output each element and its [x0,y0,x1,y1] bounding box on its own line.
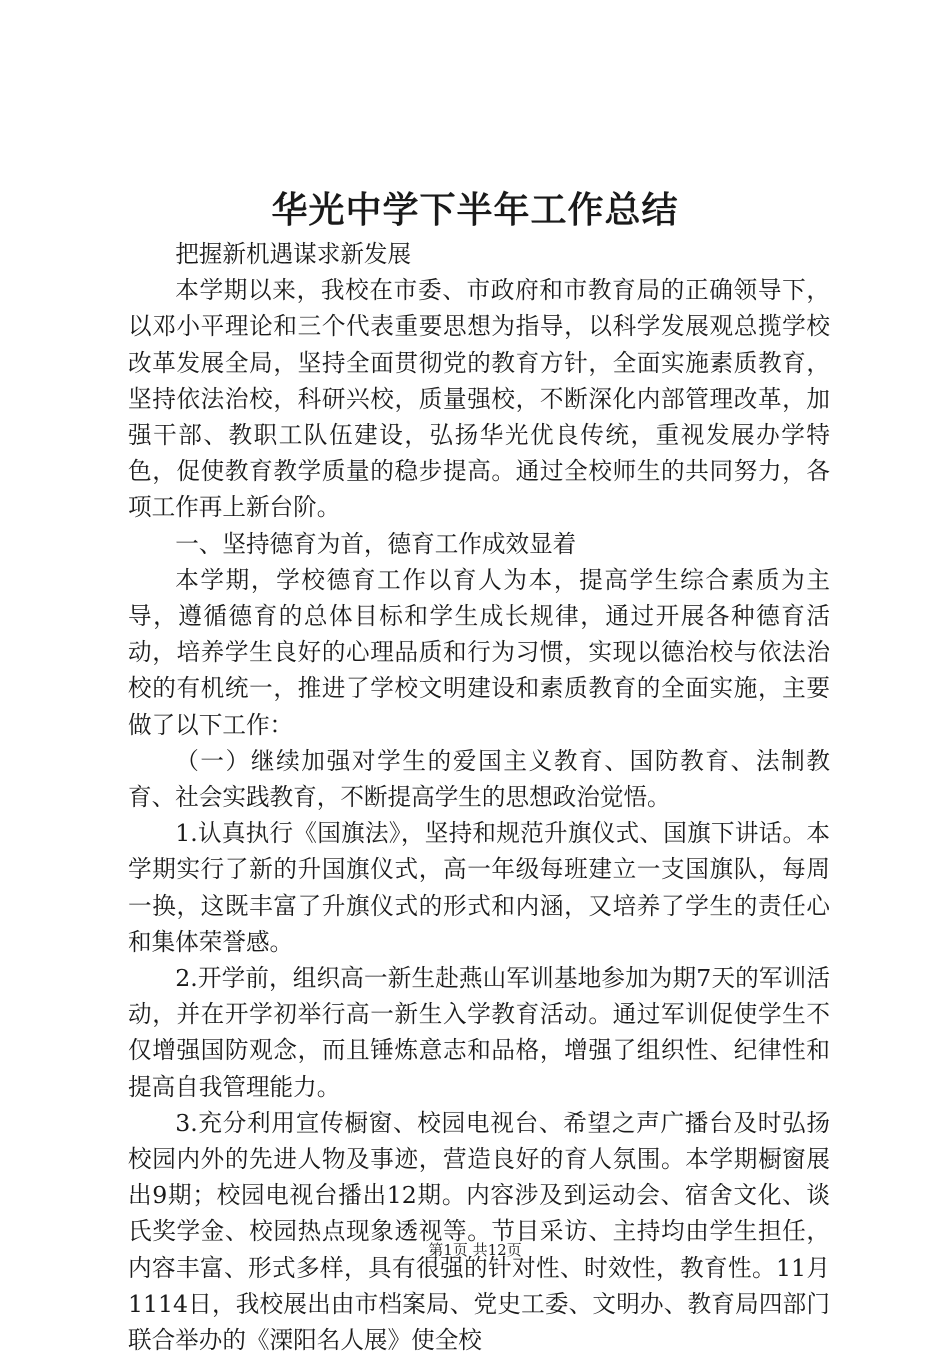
intro-paragraph: 本学期以来，我校在市委、市政府和市教育局的正确领导下，以邓小平理论和三个代表重要思想为指导，以科学发展观总揽学校改革发展全局，坚持全面贯彻党的教育方针，全面实施素质教育，坚持依法治校，科研兴校，质量强校，不断深化内部管理改革，加强干部、教职工队伍建设，弘扬华光优良传统，重视发展办学特色，促使教育教学质量的稳步提高。通过全校师生的共同努力，各项工作再上新台阶。 [128,276,830,522]
section-heading-1: 一、坚持德育为首，德育工作成效显着 [175,529,577,558]
document-body [128,236,830,1358]
item-3-paragraph: 3.充分利用宣传橱窗、校园电视台、希望之声广播台及时弘扬校园内外的先进人物及事迹，营造良好的育人氛围。本学期橱窗展出9期；校园电视台播出12期。内容涉及到运动会、宿舍文化、谈氏奖学金、校园热点现象透视等。节目采访、主持均由学生担任，内容丰富、形式多样，具有很强的针对性、时效性，教育性。11月1114日，我校展出由市档案局、党史工委、文明办、教育局四部门联合举办的《溧阳名人展》使全校 [128,1108,830,1355]
page-number: 第1页 共12页 [428,1241,522,1259]
subsection-heading-1: （一）继续加强对学生的爱国主义教育、国防教育、法制教育、社会实践教育，不断提高学生的思想政治觉悟。 [128,746,830,812]
page-title: 华光中学下半年工作总结 [271,189,679,231]
subtitle-paragraph: 把握新机遇谋求新发展 [175,240,412,268]
item-1-paragraph: 1.认真执行《国旗法》，坚持和规范升旗仪式、国旗下讲话。本学期实行了新的升国旗仪式，高一年级每班建立一支国旗队，每周一换，这既丰富了升旗仪式的形式和内涵，又培养了学生的责任心和集体荣誉感。 [128,819,830,956]
item-2-paragraph: 2.开学前，组织高一新生赴燕山军训基地参加为期7天的军训活动，并在开学初举行高一新生入学教育活动。通过军训促使学生不仅增强国防观念，而且锤炼意志和品格，增强了组织性、纪律性和提高自我管理能力。 [128,964,830,1101]
section-1-paragraph: 本学期，学校德育工作以育人为本，提高学生综合素质为主导，遵循德育的总体目标和学生成长规律，通过开展各种德育活动，培养学生良好的心理品质和行为习惯，实现以德治校与依法治校的有机统一，推进了学校文明建设和素质教育的全面实施，主要做了以下工作： [128,565,830,739]
